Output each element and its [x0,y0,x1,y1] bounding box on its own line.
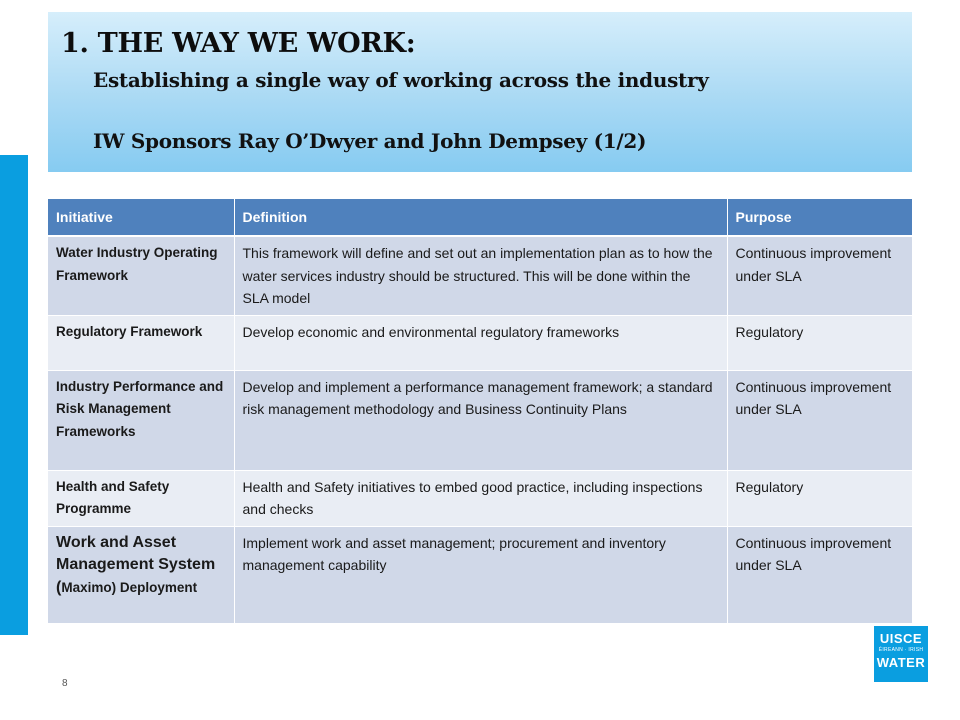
left-accent-bar [0,155,28,635]
table-row [48,370,912,470]
purpose-cell: Regulatory [727,315,912,370]
slide-title: 1. THE WAY WE WORK: [61,28,416,59]
initiative-cell: Health and Safety Programme [48,470,234,526]
initiative-text-small: Maximo) Deployment [61,579,198,595]
table-header-row [48,199,912,236]
page-number: 8 [62,678,68,689]
initiative-cell [48,526,234,623]
definition-cell: Develop and implement a performance management framework; a standard risk management methodology and Business Continuity Plans [234,370,727,470]
purpose-cell: Regulatory [727,470,912,526]
definition-cell: Develop economic and environmental regulatory frameworks [234,315,727,370]
column-header-initiative: Initiative [48,199,234,236]
uisce-eireann-logo [874,626,928,682]
slide-header [48,12,912,172]
table-row [48,315,912,370]
column-header-definition: Definition [234,199,727,236]
initiative-cell: Regulatory Framework [48,315,234,370]
logo-line-1: UISCE [879,631,923,646]
definition-cell: This framework will define and set out an implementation plan as to how the water services industry should be structured. This will be done within the SLA model [234,236,727,315]
definition-cell: Health and Safety initiatives to embed good practice, including inspections and checks [234,470,727,526]
sponsors-line: IW Sponsors Ray O’Dwyer and John Dempsey (1/2) [93,129,647,153]
column-header-purpose: Purpose [727,199,912,236]
initiative-text-large: Work and Asset Management System ( [56,533,216,596]
initiative-cell: Industry Performance and Risk Management Frameworks [48,370,234,470]
definition-cell: Implement work and asset management; procurement and inventory management capability [234,526,727,623]
slide-subtitle: Establishing a single way of working across the industry [93,68,709,92]
table-row [48,470,912,526]
initiatives-table [48,199,913,624]
logo-line-2: ÉIREANN · IRISH [878,647,924,653]
table-row [48,526,912,623]
table-row [48,236,912,315]
purpose-cell: Continuous improvement under SLA [727,236,912,315]
purpose-cell: Continuous improvement under SLA [727,526,912,623]
purpose-cell: Continuous improvement under SLA [727,370,912,470]
logo-line-3: WATER [876,655,926,670]
initiative-cell: Water Industry Operating Framework [48,236,234,315]
